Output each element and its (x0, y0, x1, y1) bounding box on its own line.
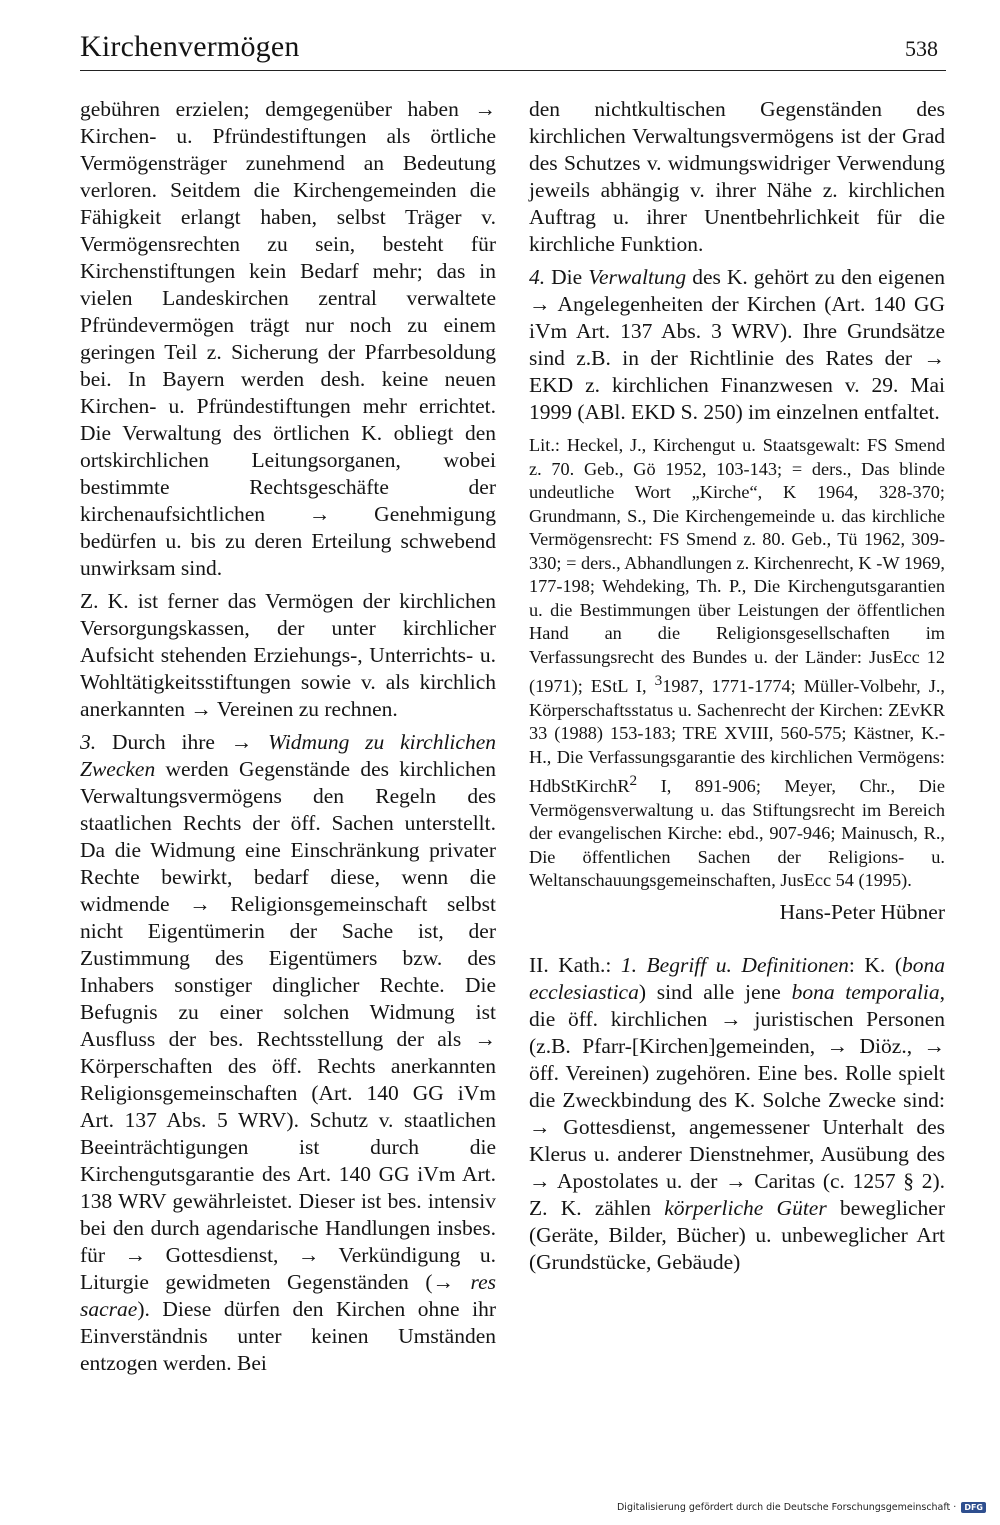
author-signature: Hans-Peter Hübner (779, 899, 945, 924)
left-column (80, 96, 496, 1383)
emphasis: Widmung zu kirchlichen Zwecken (80, 730, 496, 781)
section-3-paragraph: 3. Durch ihre → Widmung zu kirchlichen Zwecken werden Gegenstände des kirchlichen Verwaltungsvermögens den Regeln des staatlichen Rechts der öff. Sachen unterstellt. Da die Widmung eine Einschränkung privater Rechte bewirkt, bedarf diese, wenn die widmende → Religionsgemeinschaft selbst nicht Eigentümerin der Sache ist, der Zustimmung des Eigentümers bzw. des Inhabers sonstiger dinglicher Rechte. Die Befugnis zu einer solchen Widmung ist Ausfluss der bes. Rechtsstellung der als → Körperschaften des öff. Rechts anerkannten Religionsgemeinschaften (Art. 140 GG iVm Art. 137 Abs. 5 WRV). Schutz v. staatlichen Beeinträchtigungen ist durch die Kirchengutsgarantie des Art. 140 GG iVm Art. 138 WRV gewährleistet. Dieser ist bes. intensiv bei den durch agendarische Handlungen insbes. für → Gottesdienst, → Verkündigung u. Liturgie gewidmeten Gegenständen (→ res sacrae). Diese dürfen den Kirchen ohne ihr Einverständnis unter keinen Umständen entzogen werden. Bei (80, 730, 496, 1375)
page-number: 538 (905, 36, 938, 61)
digitization-footer (617, 1502, 986, 1513)
page-header (80, 26, 946, 71)
paragraph: Z. K. ist ferner das Vermögen der kirchlichen Versorgungskassen, der unter kirchlicher Aufsicht stehenden Erziehungs-, Unterrichts- u. Wohltätigkeitsstiftungen sowie v. als kirchlich anerkannten → Vereinen zu rechnen. (80, 589, 496, 721)
emphasis: bona ecclesiastica (529, 952, 945, 1004)
paragraph: gebühren erzielen; demgegenüber haben → Kirchen- u. Pfründestiftungen als örtliche Vermögensträger zunehmend an Bedeutung verloren. Seitdem die Kirchengemeinden die Fähigkeit erlangt haben, selbst Träger v. Vermögensrechten zu sein, besteht für Kirchenstiftungen kein Bedarf mehr; das in vielen Landeskirchen zentral verwaltete Pfründevermögen trägt nur noch zu einem geringen Teil z. Sicherung der Pfarrbesoldung bei. In Bayern werden desh. keine neuen Kirchen- u. Pfründestiftungen mehr errichtet. Die Verwaltung des örtlichen K. obliegt den ortskirchlichen Leitungsorganen, wobei bestimmte Rechtsgeschäfte der kirchenaufsichtlichen → Genehmigung bedürfen u. bis zu deren Erteilung schwebend unwirksam sind. (80, 97, 496, 580)
emphasis: 1. Begriff u. Definitionen (620, 952, 849, 977)
literature-list: Lit.: Heckel, J., Kirchengut u. Staatsgewalt: FS Smend z. 70. Geb., Gö 1952, 103-143; = ders., Das blinde undeutliche Wort „Kirche“, K 1964, 328-370; Grundmann, S., Die Kirchengemeinde u. das kirchliche Vermögensrecht: FS Smend z. 80. Geb., Tü 1962, 309-330; = ders., Abhandlungen z. Kirchenrecht, K -W 1969, 177-198; Wehdeking, Th. P., Die Kirchengutsgarantien u. die Bestimmungen über Leistungen der öffentlichen Hand an die Religionsgesellschaften im Verfassungsrecht des Bundes u. der Länder: JusEcc 12 (1971); EStL I, $^3$1987, 1771-1774; Müller-Volbehr, J., Körperschaftsstatus u. Sachenrecht der Kirchen: ZEvKR 33 (1988) 153-183; TRE XVIII, 560-575; Kästner, K.-H., Die Verfassungsgarantie des kirchlichen Vermögens: HdbStKirchR$^2$ I, 891-906; Meyer, Chr., Die Vermögensverwaltung u. das Stiftungsrecht im Bereich der evangelischen Kirche: ebd., 907-946; Mainusch, R., Die öffentlichen Sachen der Religions- u. Weltanschauungsgemeinschaften, JusEcc 54 (1995). (529, 435, 945, 891)
catholic-section-paragraph: II. Kath.: 1. Begriff u. Definitionen: K. (bona ecclesiastica) sind alle jene bona temporalia, die öff. kirchlichen → juristischen Personen (z.B. Pfarr-[Kirchen]gemeinden, → Diöz., → öff. Vereinen) zugehören. Eine bes. Rolle spielt die Zweckbindung des K. Solche Zwecke sind: → Gottesdienst, angemessener Unterhalt des Klerus u. anderer Dienstnehmer, Ausübung des → Apostolates u. der → Caritas (c. 1257 § 2). Z. K. zählen körperliche Güter beweglicher (Geräte, Bilder, Bücher) u. unbeweglicher Art (Grundstücke, Gebäude) (529, 952, 946, 1274)
emphasis: körperliche Güter (664, 1195, 827, 1220)
dfg-logo-icon: DFG (961, 1502, 986, 1513)
footer-text: Digitalisierung gefördert durch die Deutsche Forschungsgemeinschaft · (616, 1502, 957, 1513)
paragraph: den nichtkultischen Gegenständen des kirchlichen Verwaltungsvermögens ist der Grad des Schutzes v. widmungswidriger Verwendung jeweils abhängig v. ihrer Nähe z. kirchlichen Auftrag u. ihrer Unentbehrlichkeit für die kirchliche Funktion. (529, 97, 945, 256)
emphasis: res sacrae (80, 1270, 496, 1321)
section-number: 4. (529, 265, 546, 289)
section-4-paragraph: 4. Die Verwaltung des K. gehört zu den eigenen → Angelegenheiten der Kirchen (Art. 140 GG iVm Art. 137 Abs. 3 WRV). Ihre Grundsätze sind z.B. in der Richtlinie des Rates der → EKD z. kirchlichen Finanzwesen v. 29. Mai 1999 (ABl. EKD S. 250) im einzelnen entfaltet. (529, 265, 945, 424)
page-title: Kirchenvermögen (80, 30, 300, 63)
emphasis: bona temporalia (791, 979, 940, 1004)
emphasis: Verwaltung (588, 265, 687, 289)
right-column (529, 96, 945, 1282)
section-number: 3. (80, 730, 97, 754)
